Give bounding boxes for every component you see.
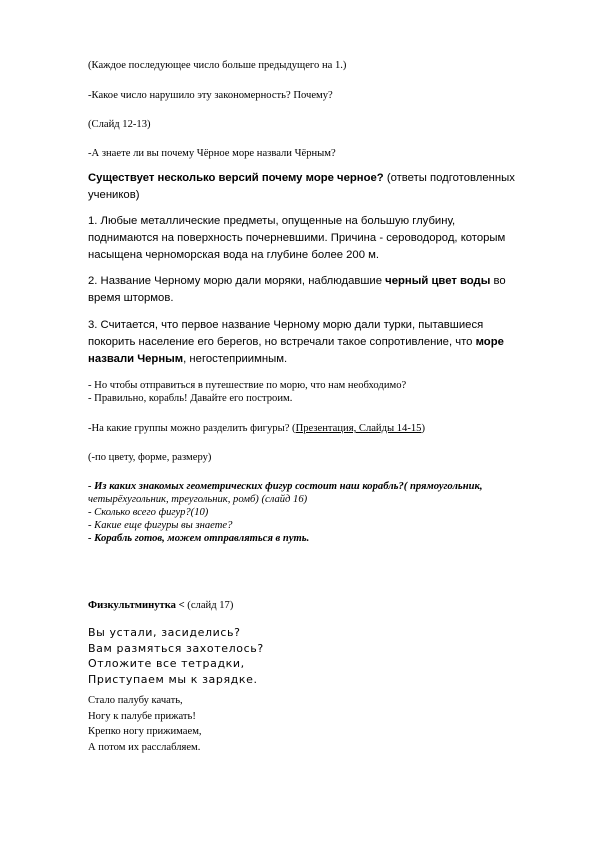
ship-shapes-line: - Корабль готов, можем отправляться в путь. xyxy=(88,533,310,544)
versions-note-cont: учеников) xyxy=(88,189,140,201)
paragraph-hint xyxy=(88,59,346,72)
poem-line: А потом их расслабляем. xyxy=(88,741,201,753)
ship-shapes-line: - Сколько всего фигур?(10) xyxy=(88,507,209,518)
versions-heading: Существует несколько версий почему море черное? xyxy=(88,172,384,184)
version-3-text: , негостеприимным. xyxy=(183,353,288,365)
paragraph-slide-ref xyxy=(88,118,151,131)
paragraph-versions xyxy=(88,170,515,204)
poem-line: Приступаем мы к зарядке. xyxy=(88,672,258,686)
poem-line: Крепко ногу прижимаем, xyxy=(88,726,202,737)
version-2-text: во xyxy=(490,275,506,287)
paragraph-version-3 xyxy=(88,317,504,368)
exercise-break-heading: Физкультминутка < xyxy=(88,600,185,611)
hint-text: (Каждое последующее число больше предыдущего на 1.) xyxy=(88,60,347,71)
exercise-break-slide: (слайд 17) xyxy=(184,600,234,611)
paragraph-exercise-break xyxy=(88,599,233,612)
version-2-bold: черный цвет воды xyxy=(385,275,491,287)
paragraph-dialog xyxy=(88,379,406,405)
ship-shapes-line: - Из каких знакомых геометрических фигур состоит наш корабль?( прямоугольник, xyxy=(88,481,483,492)
version-2-text: 2. Название Черному морю дали моряки, наблюдавшие xyxy=(88,275,386,287)
groups-question-text: ) xyxy=(421,423,426,434)
version-3-line: 3. Считается, что первое название Черному морю дали турки, пытавшиеся xyxy=(88,319,484,331)
version-1-line: насыщена черноморская вода на глубине более 200 м. xyxy=(88,249,380,261)
poem-stanza-1 xyxy=(88,625,264,687)
version-2-line: время штормов. xyxy=(88,292,174,304)
dialog-line: - Но чтобы отправиться в путешествие по морю, что нам необходимо? xyxy=(88,380,407,391)
paragraph-groups-answer xyxy=(88,451,211,464)
slide-ref-text: (Слайд 12-13) xyxy=(88,119,151,130)
black-sea-question-text: -А знаете ли вы почему Чёрное море назвали Чёрным? xyxy=(88,148,336,159)
paragraph-version-2 xyxy=(88,273,506,307)
poem-line: Ногу к палубе прижать! xyxy=(88,710,196,722)
presentation-link[interactable]: Презентация, Слайды 14-15 xyxy=(295,423,422,434)
version-1-line: поднимаются на поверхность почерневшими. Причина - сероводород, которым xyxy=(88,232,506,244)
ship-shapes-line: четырёхугольник, треугольник, ромб) (слайд 16) xyxy=(88,494,308,505)
question-text: -Какое число нарушило эту закономерность? Почему? xyxy=(88,90,333,101)
paragraph-version-1 xyxy=(88,213,505,264)
poem-line: Вы устали, засиделись? xyxy=(88,626,241,639)
paragraph-question-number xyxy=(88,89,333,102)
dialog-line: - Правильно, корабль! Давайте его построим. xyxy=(88,393,293,404)
poem-line: Стало палубу качать, xyxy=(88,695,183,706)
ship-shapes-line: - Какие еще фигуры вы знаете? xyxy=(88,520,233,531)
version-3-bold: море xyxy=(475,336,504,348)
version-3-bold: назвали Черным xyxy=(88,353,184,365)
paragraph-ship-shapes xyxy=(88,480,483,545)
version-1-line: 1. Любые металлические предметы, опущенные на большую глубину, xyxy=(88,215,456,227)
poem-line: Вам размяться захотелось? xyxy=(88,641,264,655)
paragraph-black-sea-question xyxy=(88,147,336,160)
groups-question-text: -На какие группы можно разделить фигуры? ( xyxy=(88,423,296,434)
version-3-text: покорить население его берегов, но встречали такое сопротивление, что xyxy=(88,336,476,348)
versions-note: (ответы подготовленных xyxy=(383,172,515,184)
poem-stanza-2 xyxy=(88,693,202,755)
groups-answer-text: (-по цвету, форме, размеру) xyxy=(88,452,212,463)
paragraph-groups-question xyxy=(88,422,425,435)
poem-line: Отложите все тетрадки, xyxy=(88,657,245,670)
